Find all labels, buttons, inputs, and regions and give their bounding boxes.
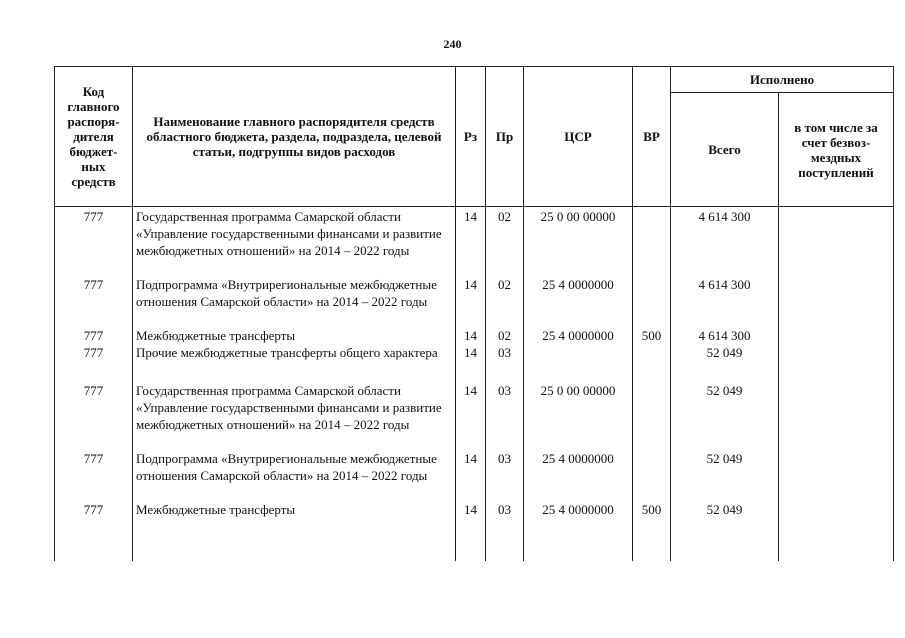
table-row (55, 382, 894, 450)
row-rz: 14 (456, 450, 486, 501)
row-code: 777 (55, 327, 133, 344)
header-executed: Исполнено (671, 67, 894, 93)
row-name: Прочие межбюджетные трансферты общего характера (133, 344, 456, 382)
row-name: Подпрограмма «Внутрирегиональные межбюджетные отношения Самарской области» на 2014 – 2022 годы (133, 276, 456, 327)
row-gratuitous (779, 450, 894, 501)
row-name: Межбюджетные трансферты (133, 501, 456, 561)
row-gratuitous (779, 501, 894, 561)
row-vr (633, 344, 671, 382)
row-csr: 25 4 0000000 (524, 450, 633, 501)
header-name: Наименование главного распорядителя средств областного бюджета, раздела, подраздела, целевой статьи, подгруппы видов расходов (133, 67, 456, 207)
row-vr (633, 382, 671, 450)
row-vr: 500 (633, 327, 671, 344)
header-gratuitous: в том числе за счет безвоз-мездных поступлений (779, 93, 894, 207)
table-row (55, 276, 894, 327)
row-total: 52 049 (671, 450, 779, 501)
row-csr: 25 0 00 00000 (524, 207, 633, 277)
header-total: Всего (671, 93, 779, 207)
row-rz: 14 (456, 327, 486, 344)
row-code: 777 (55, 450, 133, 501)
row-gratuitous (779, 382, 894, 450)
row-total: 4 614 300 (671, 327, 779, 344)
row-vr: 500 (633, 501, 671, 561)
row-code: 777 (55, 207, 133, 277)
row-pr: 03 (486, 382, 524, 450)
table-row (55, 327, 894, 344)
row-gratuitous (779, 207, 894, 277)
row-pr: 03 (486, 344, 524, 382)
header-code: Код главного распоря-дителя бюджет-ных средств (55, 67, 133, 207)
row-csr: 25 4 0000000 (524, 276, 633, 327)
row-pr: 02 (486, 276, 524, 327)
row-csr: 25 0 00 00000 (524, 382, 633, 450)
row-csr: 25 4 0000000 (524, 501, 633, 561)
row-name: Государственная программа Самарской области «Управление государственными финансами и развитие межбюджетных отношений» на 2014 – 2022 годы (133, 207, 456, 277)
table-row (55, 450, 894, 501)
row-total: 52 049 (671, 344, 779, 382)
row-rz: 14 (456, 207, 486, 277)
row-name: Государственная программа Самарской области «Управление государственными финансами и развитие межбюджетных отношений» на 2014 – 2022 годы (133, 382, 456, 450)
header-rz: Рз (456, 67, 486, 207)
table-row (55, 344, 894, 382)
row-gratuitous (779, 276, 894, 327)
row-total: 4 614 300 (671, 207, 779, 277)
row-total: 4 614 300 (671, 276, 779, 327)
row-code: 777 (55, 501, 133, 561)
row-code: 777 (55, 382, 133, 450)
budget-table (54, 66, 894, 561)
row-gratuitous (779, 344, 894, 382)
header-csr: ЦСР (524, 67, 633, 207)
row-pr: 03 (486, 450, 524, 501)
table-row (55, 501, 894, 561)
row-code: 777 (55, 344, 133, 382)
page-number: 240 (443, 37, 462, 51)
row-csr (524, 344, 633, 382)
row-rz: 14 (456, 501, 486, 561)
table-row (55, 207, 894, 277)
row-rz: 14 (456, 344, 486, 382)
row-name: Подпрограмма «Внутрирегиональные межбюджетные отношения Самарской области» на 2014 – 2022 годы (133, 450, 456, 501)
row-total: 52 049 (671, 501, 779, 561)
row-vr (633, 207, 671, 277)
row-rz: 14 (456, 382, 486, 450)
row-rz: 14 (456, 276, 486, 327)
row-total: 52 049 (671, 382, 779, 450)
row-csr: 25 4 0000000 (524, 327, 633, 344)
row-pr: 02 (486, 207, 524, 277)
header-pr: Пр (486, 67, 524, 207)
row-code: 777 (55, 276, 133, 327)
header-vr: ВР (633, 67, 671, 207)
row-vr (633, 276, 671, 327)
row-pr: 03 (486, 501, 524, 561)
row-pr: 02 (486, 327, 524, 344)
row-name: Межбюджетные трансферты (133, 327, 456, 344)
row-gratuitous (779, 327, 894, 344)
row-vr (633, 450, 671, 501)
